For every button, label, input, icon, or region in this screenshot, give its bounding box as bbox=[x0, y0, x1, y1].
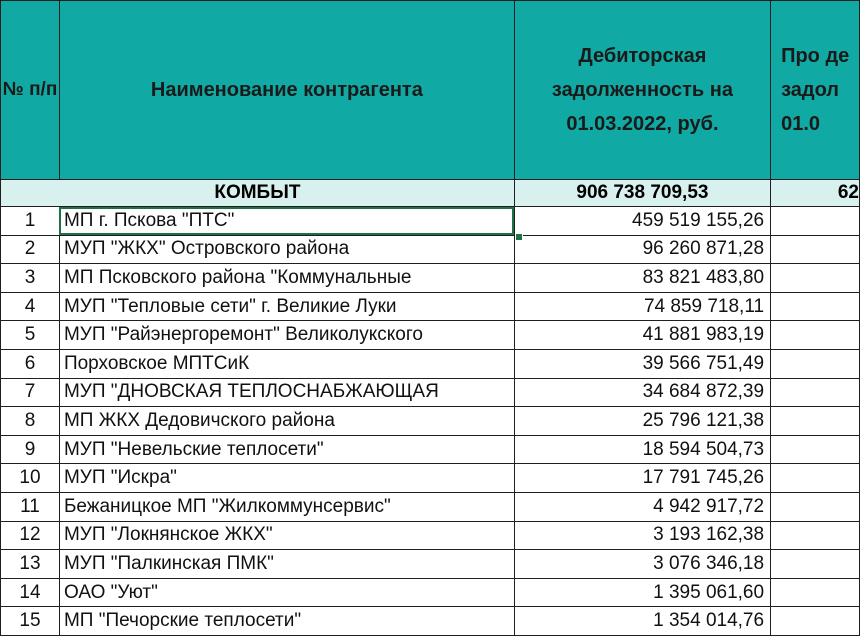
table-row bbox=[1, 435, 860, 464]
header-name[interactable]: Наименование контрагента bbox=[59, 1, 514, 180]
row-next-cell[interactable] bbox=[771, 435, 860, 464]
row-next-cell[interactable] bbox=[771, 521, 860, 550]
row-num-cell[interactable]: 1 bbox=[1, 207, 60, 236]
row-debt-cell[interactable]: 3 193 162,38 bbox=[514, 521, 770, 550]
row-next-cell[interactable] bbox=[771, 378, 860, 407]
row-num-cell[interactable]: 14 bbox=[1, 578, 60, 607]
header-row bbox=[1, 1, 860, 180]
table-row bbox=[1, 235, 860, 264]
row-debt-cell[interactable]: 17 791 745,26 bbox=[514, 464, 770, 493]
total-row bbox=[1, 180, 860, 207]
row-next-cell[interactable] bbox=[771, 578, 860, 607]
row-num-cell[interactable]: 4 bbox=[1, 292, 60, 321]
row-name-cell[interactable]: МП г. Пскова "ПТС" bbox=[59, 207, 514, 236]
row-debt-cell[interactable]: 74 859 718,11 bbox=[514, 292, 770, 321]
row-debt-cell[interactable]: 39 566 751,49 bbox=[514, 349, 770, 378]
row-name-cell[interactable]: МУП "Палкинская ПМК" bbox=[59, 550, 514, 579]
table-row bbox=[1, 349, 860, 378]
row-num-cell[interactable]: 2 bbox=[1, 235, 60, 264]
header-next[interactable]: Про де задол 01.0 bbox=[771, 1, 860, 180]
row-num-cell[interactable]: 12 bbox=[1, 521, 60, 550]
row-num-cell[interactable]: 6 bbox=[1, 349, 60, 378]
table-row bbox=[1, 607, 860, 636]
row-debt-cell[interactable]: 3 076 346,18 bbox=[514, 550, 770, 579]
header-num[interactable]: № п/п bbox=[1, 1, 60, 180]
row-name-cell[interactable]: ОАО "Уют" bbox=[59, 578, 514, 607]
row-next-cell[interactable] bbox=[771, 492, 860, 521]
row-num-cell[interactable]: 15 bbox=[1, 607, 60, 636]
row-name-cell[interactable]: МУП "Искра" bbox=[59, 464, 514, 493]
row-num-cell[interactable]: 13 bbox=[1, 550, 60, 579]
row-next-cell[interactable] bbox=[771, 207, 860, 236]
row-next-cell[interactable] bbox=[771, 349, 860, 378]
row-next-cell[interactable] bbox=[771, 321, 860, 350]
row-name-cell[interactable]: МУП "Локнянское ЖКХ" bbox=[59, 521, 514, 550]
row-name-cell[interactable]: МУП "Райэнергоремонт" Великолукского bbox=[59, 321, 514, 350]
row-next-cell[interactable] bbox=[771, 235, 860, 264]
row-name-cell[interactable]: МУП "Невельские теплосети" bbox=[59, 435, 514, 464]
row-debt-cell[interactable]: 25 796 121,38 bbox=[514, 407, 770, 436]
row-debt-cell[interactable]: 1 354 014,76 bbox=[514, 607, 770, 636]
row-num-cell[interactable]: 11 bbox=[1, 492, 60, 521]
total-label[interactable]: КОМБЫТ bbox=[1, 180, 515, 207]
header-debt[interactable]: Дебиторская задолженность на 01.03.2022, руб. bbox=[514, 1, 770, 180]
row-debt-cell[interactable]: 83 821 483,80 bbox=[514, 264, 770, 293]
row-name-cell[interactable]: МП ЖКХ Дедовичского района bbox=[59, 407, 514, 436]
table-row bbox=[1, 578, 860, 607]
row-next-cell[interactable] bbox=[771, 292, 860, 321]
row-name-cell[interactable]: МУП "ДНОВСКАЯ ТЕПЛОСНАБЖАЮЩАЯ bbox=[59, 378, 514, 407]
row-debt-cell[interactable]: 459 519 155,26 bbox=[514, 207, 770, 236]
table-row bbox=[1, 264, 860, 293]
table-row bbox=[1, 464, 860, 493]
row-next-cell[interactable] bbox=[771, 464, 860, 493]
fill-handle[interactable] bbox=[515, 233, 523, 241]
row-num-cell[interactable]: 7 bbox=[1, 378, 60, 407]
table-row bbox=[1, 407, 860, 436]
row-next-cell[interactable] bbox=[771, 264, 860, 293]
row-debt-cell[interactable]: 18 594 504,73 bbox=[514, 435, 770, 464]
row-num-cell[interactable]: 3 bbox=[1, 264, 60, 293]
row-debt-cell[interactable]: 1 395 061,60 bbox=[514, 578, 770, 607]
row-name-cell[interactable]: МП Псковского района "Коммунальные bbox=[59, 264, 514, 293]
table-row bbox=[1, 292, 860, 321]
row-debt-cell[interactable]: 41 881 983,19 bbox=[514, 321, 770, 350]
table-row bbox=[1, 321, 860, 350]
row-num-cell[interactable]: 5 bbox=[1, 321, 60, 350]
row-next-cell[interactable] bbox=[771, 550, 860, 579]
row-name-cell[interactable]: МП "Печорские теплосети" bbox=[59, 607, 514, 636]
row-next-cell[interactable] bbox=[771, 407, 860, 436]
row-debt-cell[interactable]: 96 260 871,28 bbox=[514, 235, 770, 264]
total-next[interactable]: 62 bbox=[771, 180, 860, 207]
row-num-cell[interactable]: 9 bbox=[1, 435, 60, 464]
table-row bbox=[1, 378, 860, 407]
table-row bbox=[1, 492, 860, 521]
row-next-cell[interactable] bbox=[771, 607, 860, 636]
row-name-cell[interactable]: Бежаницкое МП "Жилкоммунсервис" bbox=[59, 492, 514, 521]
row-name-cell[interactable]: МУП "ЖКХ" Островского района bbox=[59, 235, 514, 264]
table-row bbox=[1, 207, 860, 236]
total-debt[interactable]: 906 738 709,53 bbox=[514, 180, 770, 207]
row-num-cell[interactable]: 8 bbox=[1, 407, 60, 436]
row-name-cell[interactable]: Порховское МПТСиК bbox=[59, 349, 514, 378]
row-num-cell[interactable]: 10 bbox=[1, 464, 60, 493]
table-row bbox=[1, 550, 860, 579]
row-name-cell[interactable]: МУП "Тепловые сети" г. Великие Луки bbox=[59, 292, 514, 321]
row-debt-cell[interactable]: 4 942 917,72 bbox=[514, 492, 770, 521]
table-row bbox=[1, 521, 860, 550]
row-debt-cell[interactable]: 34 684 872,39 bbox=[514, 378, 770, 407]
